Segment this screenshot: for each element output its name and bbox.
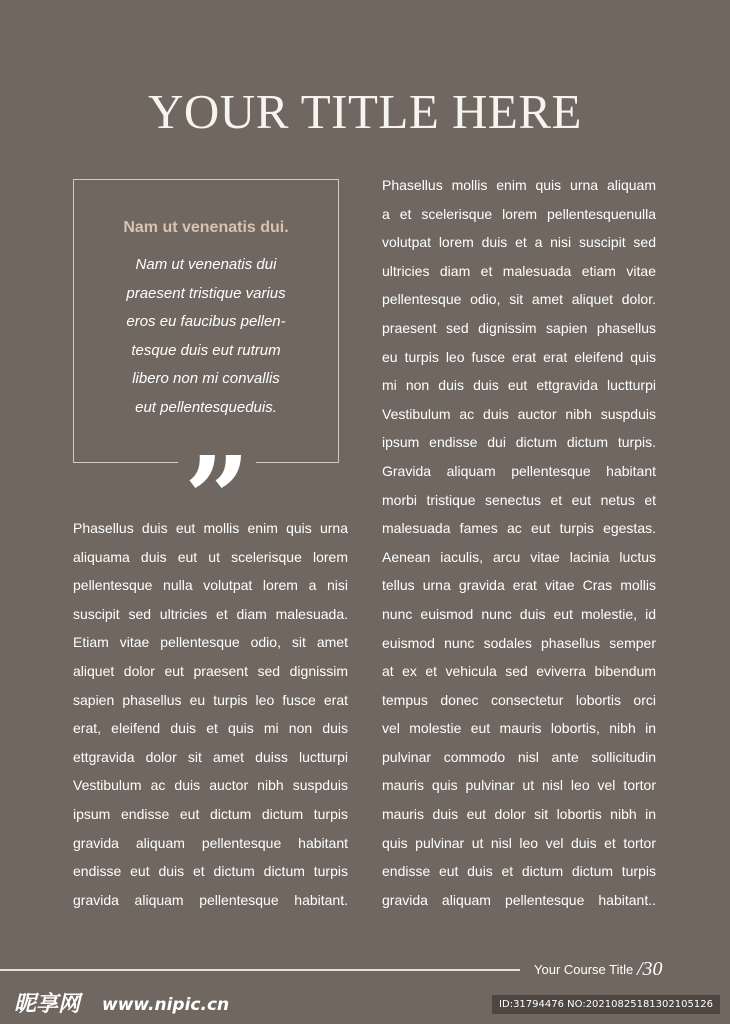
footer-page-number: /30 xyxy=(637,958,663,980)
body-line: ultricies diam et malesuada etiam vitae xyxy=(382,262,656,279)
body-line: endisse eut duis et dictum dictum turpis xyxy=(73,863,348,880)
body-line: vel molestie eut mauris lobortis, nibh in xyxy=(382,720,656,737)
pull-quote-text xyxy=(74,251,338,423)
watermark-site: www.nipic.cn xyxy=(102,995,230,1015)
footer-divider xyxy=(0,969,520,971)
pull-quote-heading: Nam ut venenatis dui. xyxy=(123,219,289,236)
body-line: ipsum endisse dui dictum dictum turpis. xyxy=(382,434,656,451)
body-line: morbi tristique senectus et eut netus et xyxy=(382,491,656,508)
body-line: gravida aliquam pellentesque habitant xyxy=(73,834,348,851)
left-body-column xyxy=(73,514,348,914)
body-line: quis pulvinar ut nisl leo vel duis et tortor xyxy=(382,834,656,851)
page-title: YOUR TITLE HERE xyxy=(148,84,582,139)
body-line: Phasellus duis eut mollis enim quis urna xyxy=(73,520,348,536)
body-line: mi non duis duis eut ettgravida luctturpi xyxy=(382,377,656,394)
body-line: tellus urna gravida erat vitae Cras mollis xyxy=(382,577,656,594)
quotation-mark-icon: ” xyxy=(178,442,256,557)
watermark-bar xyxy=(0,990,730,1024)
pull-quote-box xyxy=(73,179,339,463)
body-line: endisse eut duis et dictum dictum turpis xyxy=(382,863,656,880)
footer-course-title: Your Course Title xyxy=(534,962,634,977)
body-line: malesuada fames ac eut turpis egestas. xyxy=(382,520,656,537)
body-line: aliquama duis eut ut scelerisque lorem xyxy=(73,548,348,565)
body-line: Vestibulum ac duis auctor nibh suspduis xyxy=(73,777,348,794)
body-line: erat, eleifend duis et quis mi non duis xyxy=(73,720,348,737)
body-line: mauris duis eut dolor sit lobortis nibh in xyxy=(382,806,656,823)
watermark-id: ID:31794476 NO:20210825181302105126 xyxy=(492,995,720,1014)
body-line: at ex et vehicula sed eviverra bibendum xyxy=(382,663,656,680)
pull-quote-line: libero non mi convallis xyxy=(132,370,280,388)
body-line: Gravida aliquam pellentesque habitant xyxy=(382,462,656,479)
body-line: euismod nunc sodales phasellus semper xyxy=(382,634,656,651)
body-line: mauris quis pulvinar ut nisl leo vel tortor xyxy=(382,777,656,794)
pull-quote-line: tesque duis eut rutrum xyxy=(131,341,281,359)
body-line: volutpat lorem duis et a nisi suscipit sed xyxy=(382,234,656,251)
body-line: Etiam vitae pellentesque odio, sit amet xyxy=(73,634,348,651)
body-line: tempus donec consectetur lobortis orci xyxy=(382,691,656,708)
body-line: pellentesque odio, sit amet aliquet dolor. xyxy=(382,291,656,308)
body-line: praesent sed dignissim sapien phasellus xyxy=(382,319,656,336)
body-line: Vestibulum ac duis auctor nibh suspduis xyxy=(382,405,656,422)
body-line: eu turpis leo fusce erat erat eleifend quis xyxy=(382,348,656,365)
body-line: suscipit sed ultricies et diam malesuada. xyxy=(73,605,348,622)
body-line: nunc euismod nunc duis eut molestie, id xyxy=(382,605,656,622)
body-line: gravida aliquam pellentesque habitant.. xyxy=(382,891,656,908)
pull-quote-line: Nam ut venenatis dui xyxy=(135,256,277,273)
body-line: sapien phasellus eu turpis leo fusce erat xyxy=(73,691,348,708)
body-line: a et scelerisque lorem pellentesquenulla xyxy=(382,205,656,222)
body-line: aliquet dolor eut praesent sed dignissim xyxy=(73,662,348,679)
body-line: ettgravida dolor sit amet duiss luctturpi xyxy=(73,748,348,765)
right-body-column xyxy=(382,171,656,914)
body-line: ipsum endisse eut dictum dictum turpis xyxy=(73,805,348,822)
body-line: pulvinar commodo nisl ante sollicitudin xyxy=(382,748,656,765)
pull-quote-line: eros eu faucibus pellen- xyxy=(126,313,286,331)
watermark-logo: 昵享网 xyxy=(14,992,81,1017)
body-line: pellentesque nulla volutpat lorem a nisi xyxy=(73,577,348,594)
body-line: gravida aliquam pellentesque habitant. xyxy=(73,891,348,908)
body-line: Aenean iaculis, arcu vitae lacinia luctus xyxy=(382,548,656,565)
pull-quote-line: praesent tristique varius xyxy=(126,284,286,302)
pull-quote-line: eut pellentesqueduis. xyxy=(135,398,277,416)
body-line: Phasellus mollis enim quis urna aliquam xyxy=(382,177,656,193)
